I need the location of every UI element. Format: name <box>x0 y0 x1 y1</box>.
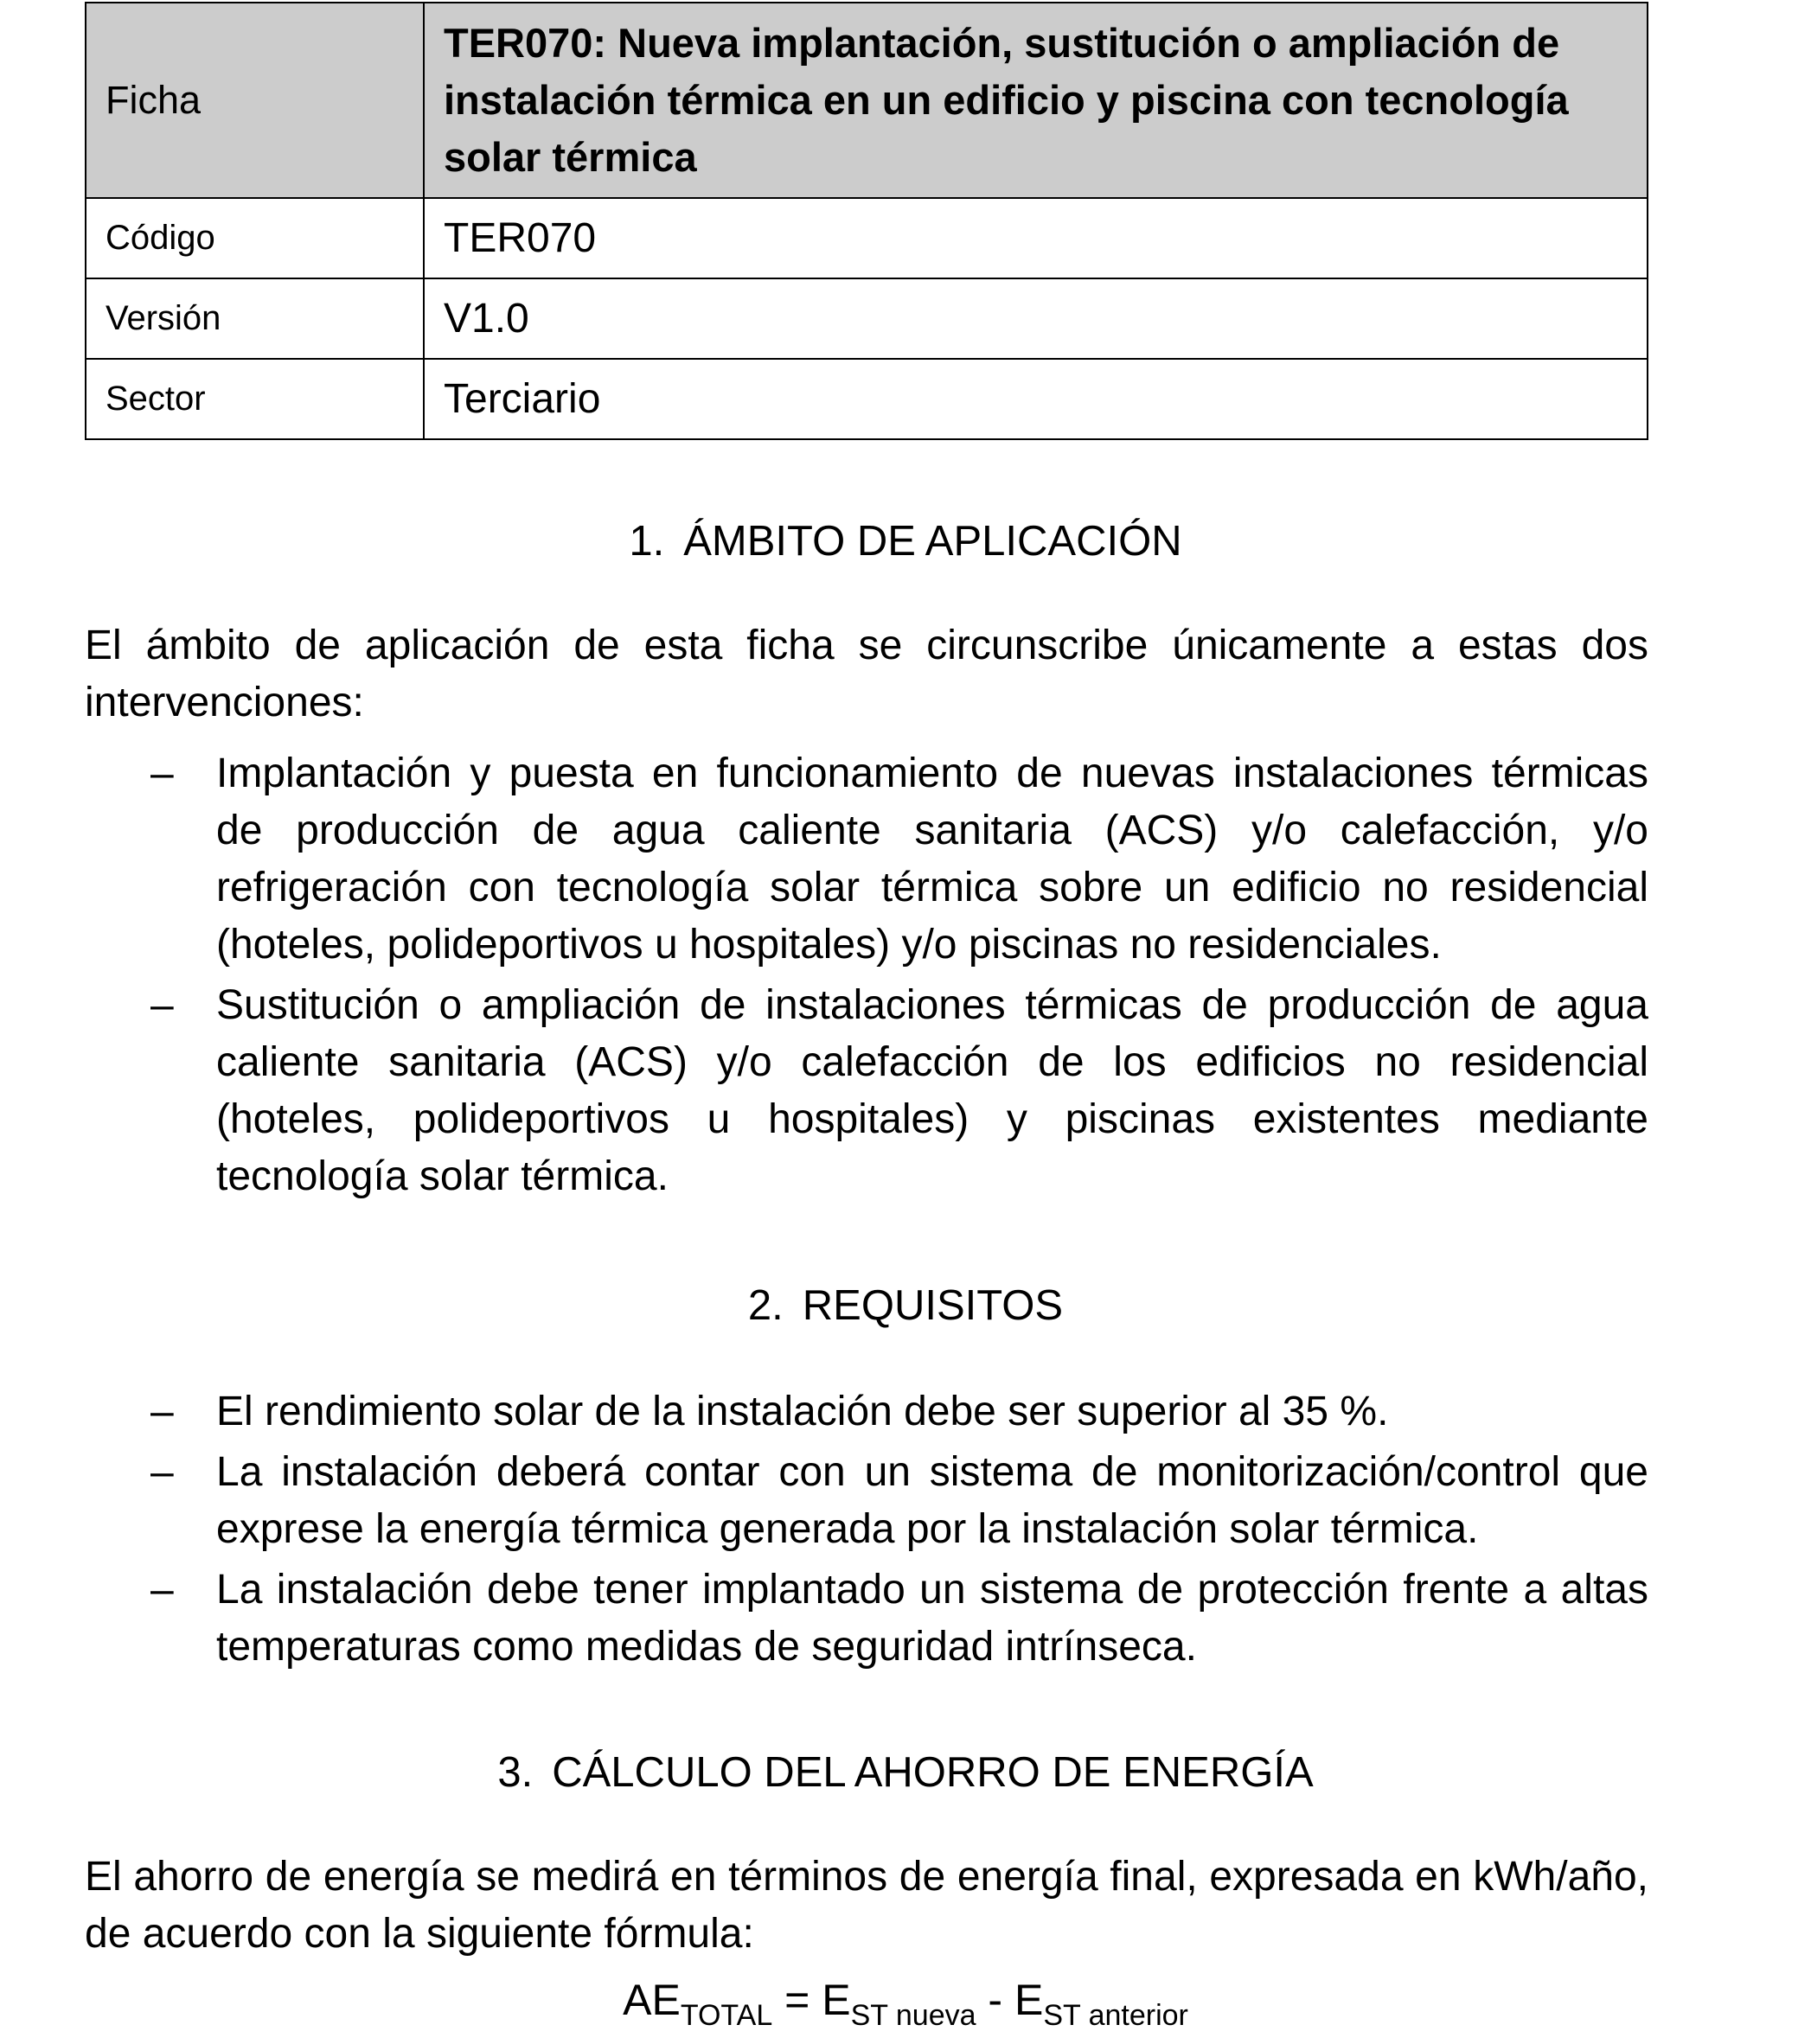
section3-intro: El ahorro de energía se medirá en términos de energía final, expresada en kWh/año, de acuerdo con la siguiente fórmula: <box>85 1854 1648 1957</box>
section2-list <box>85 1383 1648 1679</box>
section2-title: REQUISITOS <box>802 1282 1064 1329</box>
section1-number: 1. <box>629 518 665 565</box>
dash-bullet: – <box>150 1389 174 1434</box>
list-item <box>85 745 1648 974</box>
section1-heading <box>0 517 1811 565</box>
list-item-text: La instalación debe tener implantado un sistema de protección frente a altas temperaturas como medidas de seguridad intrínseca. <box>216 1567 1648 1670</box>
formula-term2: E <box>1014 1976 1044 2024</box>
list-item <box>85 977 1648 1205</box>
ficha-title: TER070: Nueva implantación, sustitución o ampliación de instalación térmica en un edificio y piscina con tecnología solar térmica <box>424 3 1648 198</box>
section3-title: CÁLCULO DEL AHORRO DE ENERGÍA <box>552 1749 1314 1796</box>
formula-lhs: AE <box>623 1976 681 2024</box>
ficha-table <box>85 2 1648 440</box>
table-row-sector <box>86 359 1648 439</box>
table-row-version <box>86 278 1648 359</box>
section2-number: 2. <box>747 1282 784 1329</box>
version-value: V1.0 <box>424 278 1648 359</box>
formula-term1: E <box>822 1976 851 2024</box>
formula-lhs-sub: TOTAL <box>680 1999 773 2032</box>
list-item-text: La instalación deberá contar con un sistema de monitorización/control que exprese la energía térmica generada por la instalación solar térmica. <box>216 1449 1648 1552</box>
codigo-label: Código <box>86 198 424 278</box>
formula-term2-sub: ST anterior <box>1043 1999 1188 2032</box>
ficha-header-row <box>86 3 1648 198</box>
list-item-text: Implantación y puesta en funcionamiento de nuevas instalaciones térmicas de producción de agua caliente sanitaria (ACS) y/o calefacción, y/o refrigeración con tecnología solar térmica sobre un edificio no residencial (hoteles, polideportivos u hospitales) y/o piscinas no residenciales. <box>216 751 1648 968</box>
section3-heading <box>0 1748 1811 1797</box>
list-item <box>85 1444 1648 1558</box>
energy-savings-formula <box>0 1971 1811 2044</box>
section3-number: 3. <box>497 1749 534 1796</box>
formula-equals: = <box>772 1976 822 2024</box>
dash-bullet: – <box>150 982 174 1028</box>
ficha-label: Ficha <box>86 3 424 198</box>
list-item-text: El rendimiento solar de la instalación debe ser superior al 35 %. <box>216 1389 1389 1434</box>
version-label: Versión <box>86 278 424 359</box>
dash-bullet: – <box>150 1449 174 1495</box>
section1-intro: El ámbito de aplicación de esta ficha se circunscribe únicamente a estas dos intervenciones: <box>85 623 1648 725</box>
section2-heading <box>0 1281 1811 1330</box>
table-row-codigo <box>86 198 1648 278</box>
codigo-value: TER070 <box>424 198 1648 278</box>
list-item-text: Sustitución o ampliación de instalaciones térmicas de producción de agua caliente sanitaria (ACS) y/o calefacción de los edificios no residencial (hoteles, polideportivos u hospitales) y piscinas existentes mediante tecnología solar térmica. <box>216 982 1648 1199</box>
formula-minus: - <box>976 1976 1014 2024</box>
sector-value: Terciario <box>424 359 1648 439</box>
dash-bullet: – <box>150 1567 174 1613</box>
section1-list <box>85 745 1648 1209</box>
dash-bullet: – <box>150 751 174 796</box>
section1-title: ÁMBITO DE APLICACIÓN <box>683 518 1182 565</box>
sector-label: Sector <box>86 359 424 439</box>
list-item <box>85 1383 1648 1440</box>
formula-term1-sub: ST nueva <box>850 1999 976 2032</box>
list-item <box>85 1562 1648 1676</box>
